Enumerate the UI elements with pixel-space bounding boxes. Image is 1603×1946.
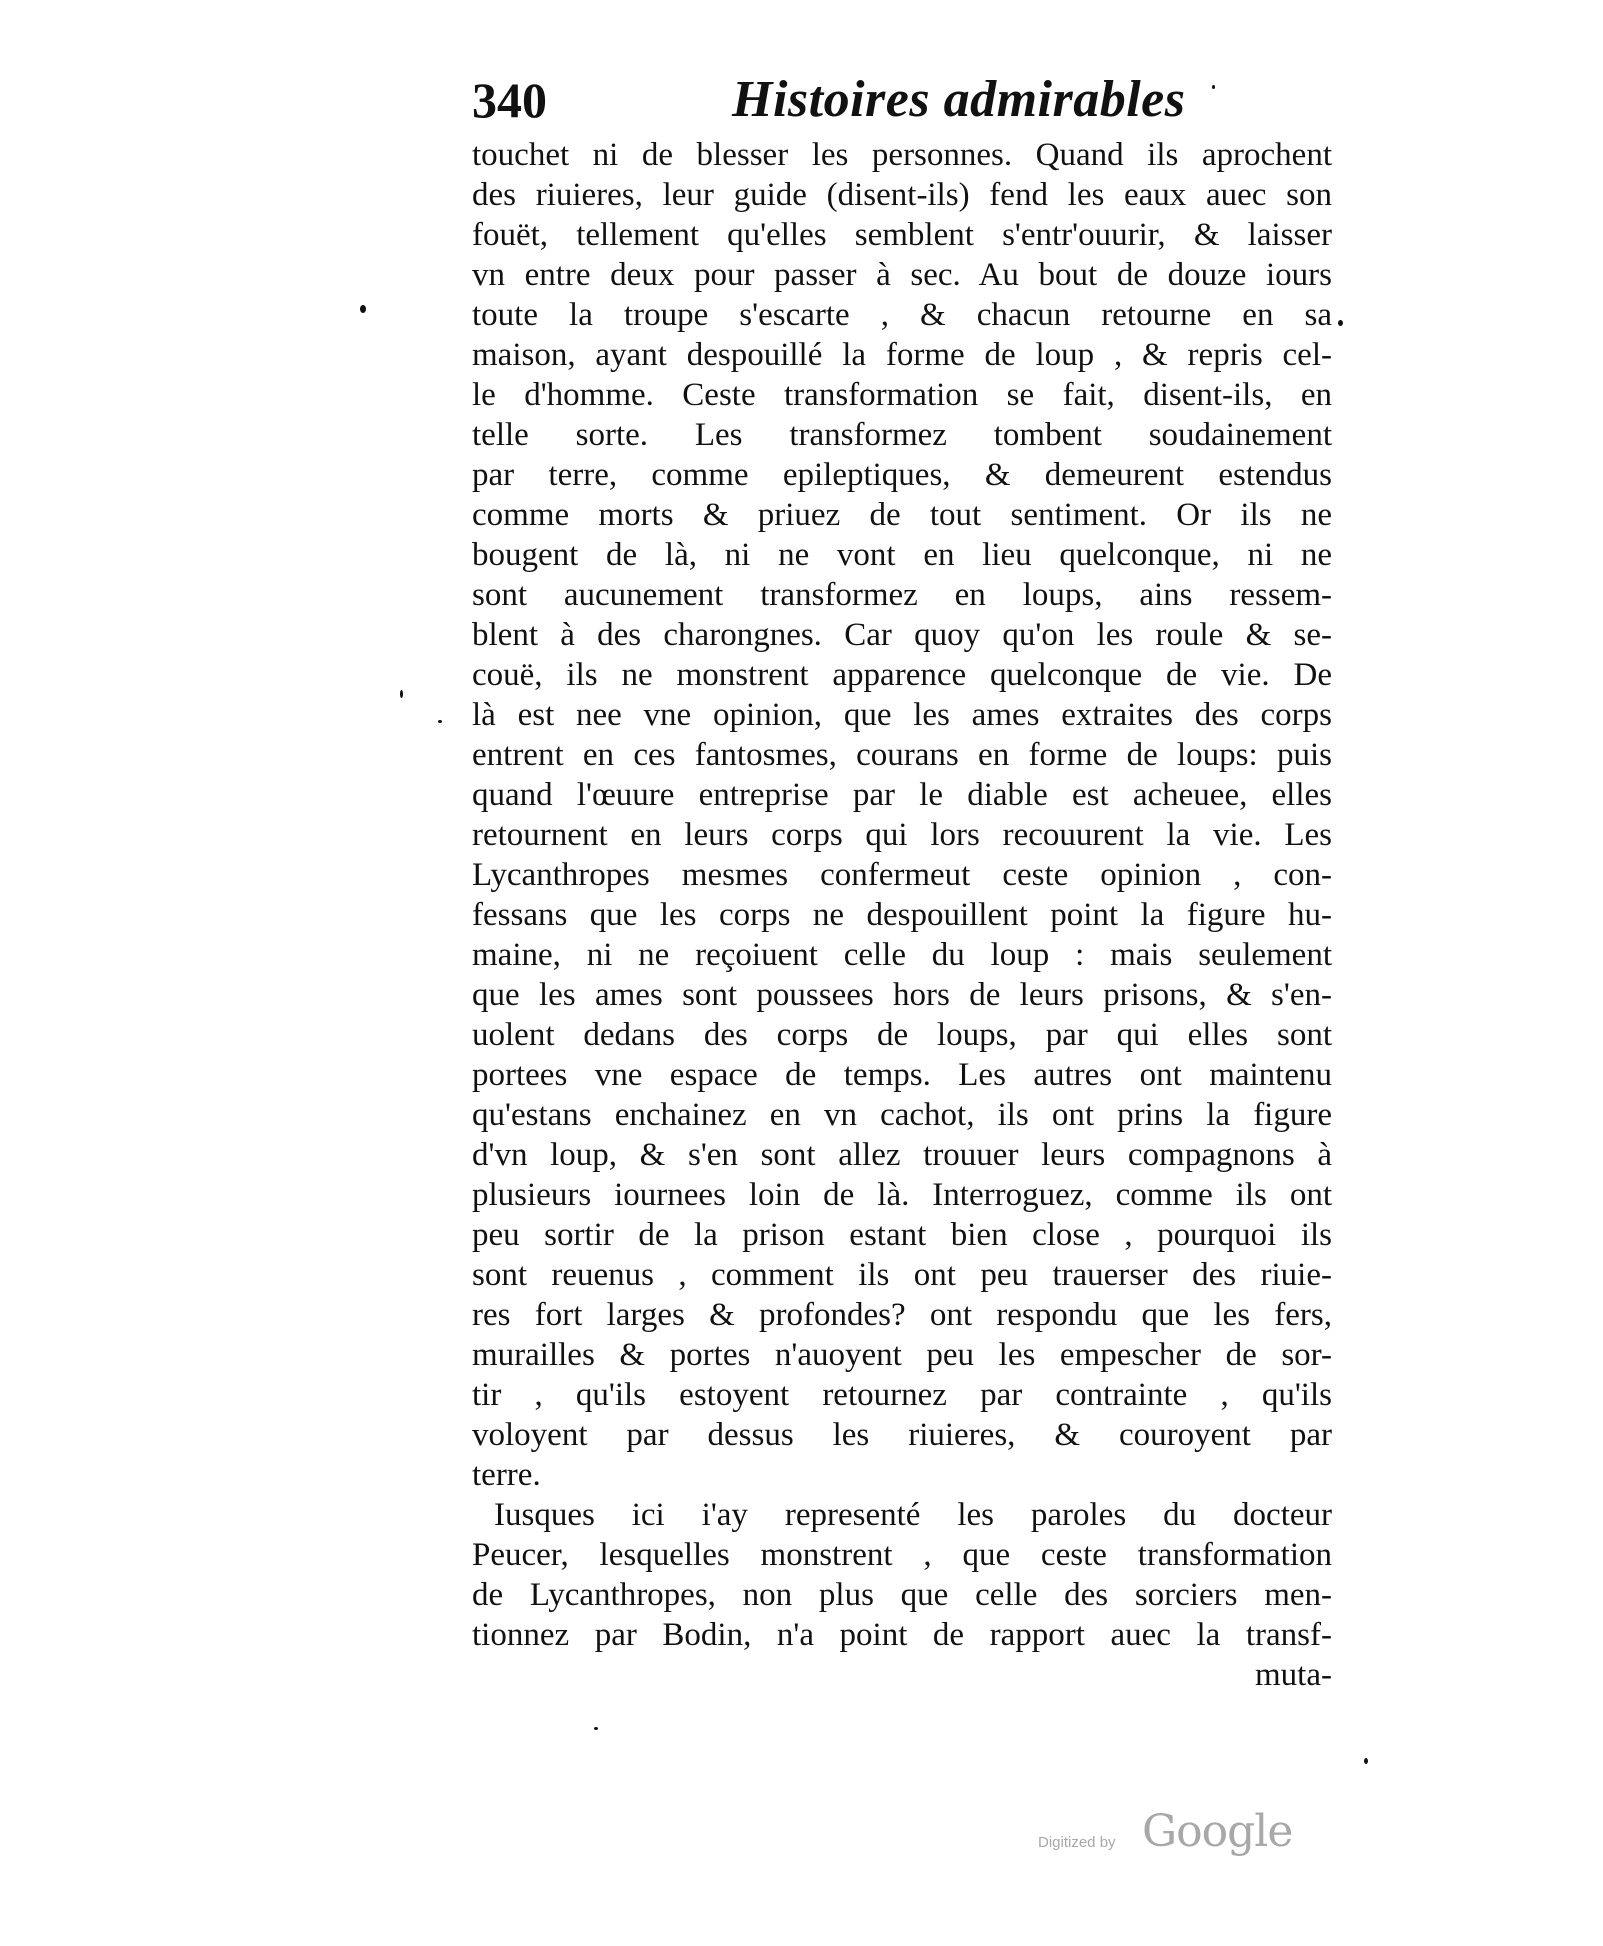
running-title: Histoires admirables <box>732 71 1186 128</box>
text-line: le d'homme. Ceste transformation se fait, disent-ils, en <box>472 377 1332 413</box>
text-line: toute la troupe s'escarte , & chacun retourne en sa <box>472 297 1332 333</box>
text-line: tionnez par Bodin, n'a point de rapport auec la transf- <box>472 1617 1332 1653</box>
text-line: sont reuenus , comment ils ont peu trauerser des riuie- <box>472 1257 1332 1293</box>
text-line: tir , qu'ils estoyent retournez par contrainte , qu'ils <box>472 1377 1332 1413</box>
text-line: fessans que les corps ne despouillent point la figure hu- <box>472 897 1332 933</box>
text-line: entrent en ces fantosmes, courans en forme de loups: puis <box>472 737 1332 773</box>
text-line: touchet ni de blesser les personnes. Quand ils aprochent <box>472 137 1332 173</box>
text-line: qu'estans enchainez en vn cachot, ils ont prins la figure <box>472 1097 1332 1133</box>
ink-speck <box>1338 320 1343 326</box>
text-line: fouët, tellement qu'elles semblent s'entr'ouurir, & laisser <box>472 217 1332 253</box>
text-line: vn entre deux pour passer à sec. Au bout de douze iours <box>472 257 1332 293</box>
text-line: res fort larges & profondes? ont respondu que les fers, <box>472 1297 1332 1333</box>
text-line: quand l'œuure entreprise par le diable est acheuee, elles <box>472 777 1332 813</box>
paragraph-first-line: Iusques ici i'ay representé les paroles du docteur <box>494 1497 1332 1533</box>
text-line: là est nee vne opinion, que les ames extraites des corps <box>472 697 1332 733</box>
text-line: murailles & portes n'auoyent peu les empescher de sor- <box>472 1337 1332 1373</box>
body-text <box>472 135 1332 1695</box>
text-line: peu sortir de la prison estant bien close , pourquoi ils <box>472 1217 1332 1253</box>
page-number: 340 <box>472 72 547 128</box>
text-line: portees vne espace de temps. Les autres ont maintenu <box>472 1057 1332 1093</box>
google-wordmark: Google <box>1142 1806 1293 1857</box>
digitized-by-label: Digitized by <box>1038 1834 1116 1851</box>
ink-speck <box>438 720 442 723</box>
text-line: maison, ayant despouillé la forme de loup , & repris cel- <box>472 337 1332 373</box>
page-header <box>472 68 1332 132</box>
text-line: couë, ils ne monstrent apparence quelconque de vie. De <box>472 657 1332 693</box>
text-line: Lycanthropes mesmes confermeut ceste opinion , con- <box>472 857 1332 893</box>
text-line: par terre, comme epileptiques, & demeurent estendus <box>472 457 1332 493</box>
ink-speck <box>400 690 403 698</box>
ink-speck <box>360 305 366 313</box>
text-line: maine, ni ne reçoiuent celle du loup : mais seulement <box>472 937 1332 973</box>
ink-speck <box>1212 85 1215 89</box>
text-line: telle sorte. Les transformez tombent soudainement <box>472 417 1332 453</box>
text-line: bougent de là, ni ne vont en lieu quelconque, ni ne <box>472 537 1332 573</box>
text-line: terre. <box>472 1457 541 1493</box>
ink-speck <box>1364 1758 1368 1764</box>
text-line: d'vn loup, & s'en sont allez trouuer leurs compagnons à <box>472 1137 1332 1173</box>
ink-speck <box>594 1727 598 1730</box>
text-line: retournent en leurs corps qui lors recouurent la vie. Les <box>472 817 1332 853</box>
text-line: Peucer, lesquelles monstrent , que ceste transformation <box>472 1537 1332 1573</box>
text-line: uolent dedans des corps de loups, par qui elles sont <box>472 1017 1332 1053</box>
text-line: que les ames sont poussees hors de leurs prisons, & s'en- <box>472 977 1332 1013</box>
text-line: voloyent par dessus les riuieres, & couroyent par <box>472 1417 1332 1453</box>
text-line: de Lycanthropes, non plus que celle des sorciers men- <box>472 1577 1332 1613</box>
digitized-by-google-watermark <box>1038 1806 1293 1866</box>
catchword: muta- <box>1255 1657 1332 1693</box>
text-line: plusieurs iournees loin de là. Interroguez, comme ils ont <box>472 1177 1332 1213</box>
text-line: blent à des charongnes. Car quoy qu'on les roule & se- <box>472 617 1332 653</box>
text-line: des riuieres, leur guide (disent-ils) fend les eaux auec son <box>472 177 1332 213</box>
text-line: sont aucunement transformez en loups, ains ressem- <box>472 577 1332 613</box>
text-line: comme morts & priuez de tout sentiment. Or ils ne <box>472 497 1332 533</box>
